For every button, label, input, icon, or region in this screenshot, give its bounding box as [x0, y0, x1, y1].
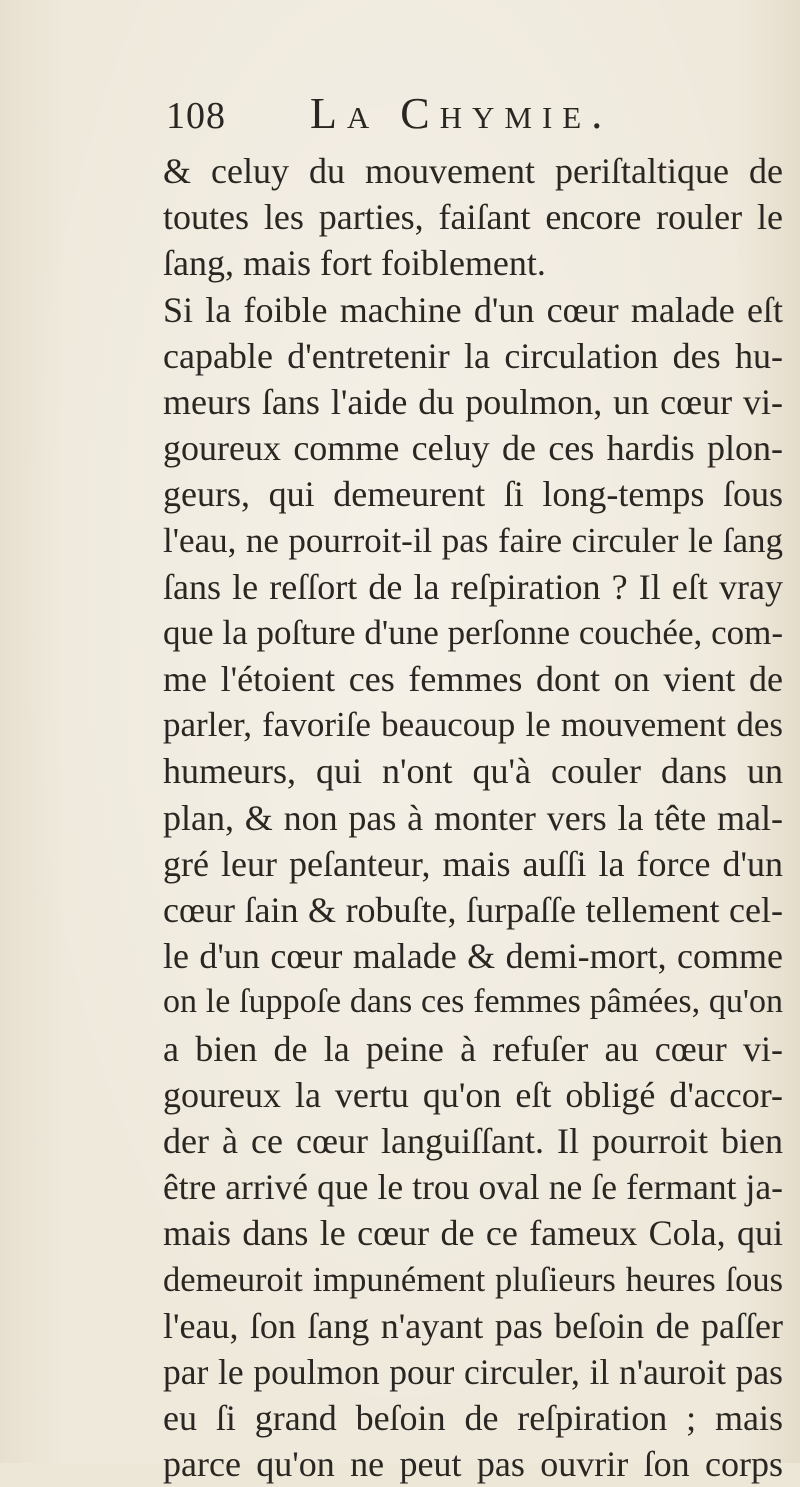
text-line: capable d'entretenir la circulation des hu-: [163, 335, 783, 376]
text-line: der à ce cœur languiſſant. Il pourroit bien: [163, 1120, 783, 1161]
running-title: La Chymie.: [310, 89, 613, 138]
text-line: parce qu'on ne peut pas ouvrir ſon corps: [163, 1444, 783, 1485]
text-line: être arrivé que le trou oval ne ſe fermant ja-: [163, 1167, 783, 1208]
text-line: cœur ſain & robuſte, ſurpaſſe tellement cel-: [163, 890, 783, 930]
text-line: Si la foible machine d'un cœur malade eſt: [163, 289, 783, 330]
text-line: mais dans le cœur de ce fameux Cola, qui: [163, 1213, 783, 1254]
text-line: & celuy du mouvement periſtaltique de: [163, 151, 783, 191]
text-line: on le ſuppoſe dans ces femmes pâmées, qu'on: [163, 983, 783, 1021]
text-line: me l'étoient ces femmes dont on vient de: [163, 659, 783, 700]
text-line: geurs, qui demeurent ſi long-temps ſous: [163, 474, 783, 515]
text-line: par le poulmon pour circuler, il n'auroit pas: [163, 1351, 783, 1392]
text-line: goureux comme celuy de ces hardis plon-: [163, 428, 783, 469]
text-line: l'eau, ſon ſang n'ayant pas beſoin de paſſer: [163, 1305, 783, 1346]
text-line: que la poſture d'une perſonne couchée, com-: [163, 612, 783, 652]
page-number: 108: [166, 95, 226, 137]
text-line: demeuroit impunément pluſieurs heures ſous: [163, 1260, 783, 1299]
text-line: l'eau, ne pourroit-il pas faire circuler le ſang: [163, 520, 783, 560]
text-line: ſans le reſſort de la reſpiration ? Il eſt vray: [163, 566, 783, 607]
text-line: a bien de la peine à refuſer au cœur vi-: [163, 1028, 783, 1069]
text-line: le d'un cœur malade & demi-mort, comme: [163, 936, 783, 977]
page-header: [166, 88, 686, 140]
text-line: ſang, mais fort foiblement.: [163, 243, 546, 284]
text-line: gré leur peſanteur, mais auſſi la force d'un: [163, 843, 783, 884]
text-line: humeurs, qui n'ont qu'à couler dans un: [163, 751, 783, 792]
text-line: eu ſi grand beſoin de reſpiration ; mais: [163, 1398, 783, 1439]
text-line: goureux la vertu qu'on eſt obligé d'accor-: [163, 1074, 783, 1115]
text-line: meurs ſans l'aide du poulmon, un cœur vi-: [163, 381, 783, 422]
text-line: toutes les parties, faiſant encore rouler le: [163, 197, 783, 238]
text-line: plan, & non pas à monter vers la tête mal-: [163, 797, 783, 838]
text-line: parler, favoriſe beaucoup le mouvement des: [163, 705, 783, 745]
body-text: [163, 148, 783, 1487]
